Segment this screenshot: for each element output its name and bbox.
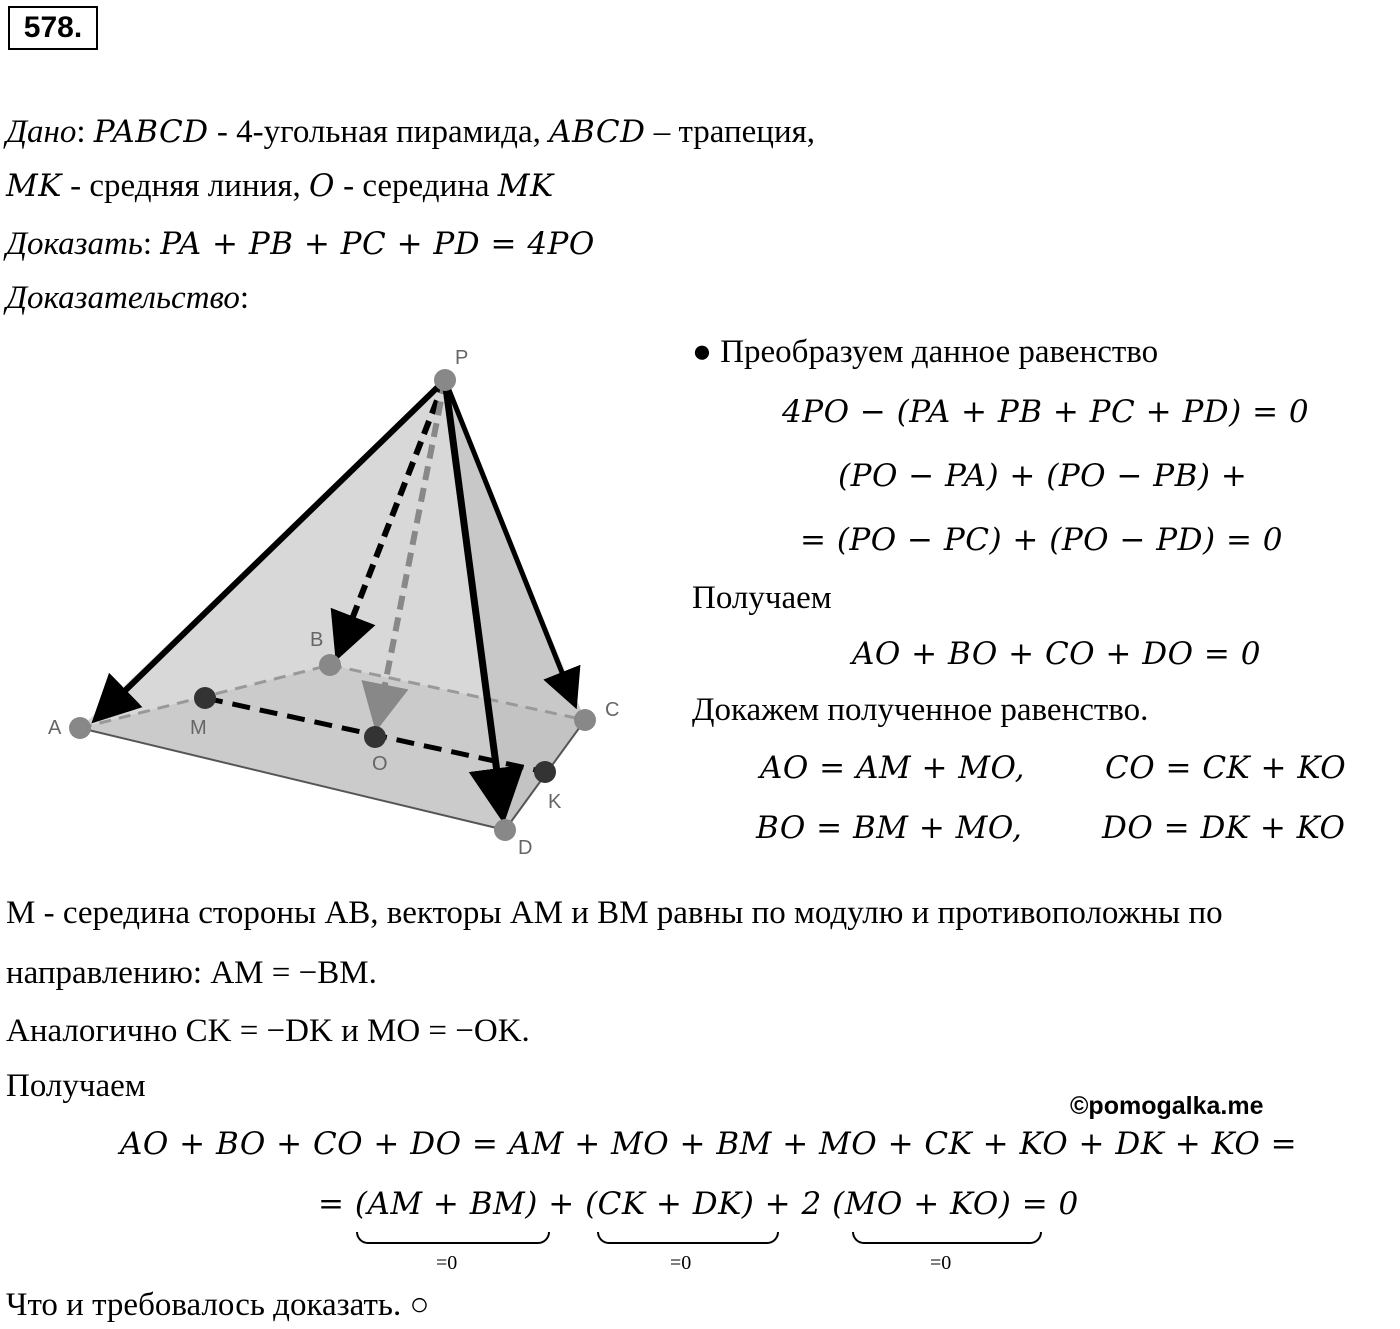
final-eq-start: = xyxy=(318,1186,355,1222)
under-label-2: =0 xyxy=(670,1252,692,1274)
label-c: C xyxy=(605,699,620,721)
given-text-2: – трапеция, xyxy=(645,114,816,150)
under-label-1: =0 xyxy=(436,1252,458,1274)
final-equation-1: AO + BO + CO + DO = AM + MO + BM + MO + CK + KO + DK + KO = xyxy=(120,1126,1298,1162)
transform-intro xyxy=(692,334,1158,371)
equation-2: (PO − PA) + (PO − PB) + xyxy=(838,458,1248,494)
equation-1: 4PO − (PA + PB + PC + PD) = 0 xyxy=(782,394,1310,430)
given-label: Дано xyxy=(6,114,77,150)
proof-label: Доказательство xyxy=(6,280,240,316)
underbrace-3 xyxy=(852,1232,1042,1244)
given-text-4: - середина xyxy=(334,168,498,204)
plus-1: + xyxy=(537,1186,586,1222)
point-o-name: O xyxy=(308,168,335,204)
given-text-3: - средняя линия, xyxy=(61,168,309,204)
body-line-2: направлению: AM = −BM. xyxy=(6,955,377,991)
conclusion: Что и требовалось доказать. ○ xyxy=(6,1287,430,1323)
final-equation-2 xyxy=(318,1186,1079,1222)
bullet-icon: ● xyxy=(692,334,712,370)
point-m xyxy=(194,687,216,709)
label-o: O xyxy=(372,753,388,775)
underbrace-1 xyxy=(356,1232,550,1244)
point-k xyxy=(534,761,556,783)
equation-6a: BO = BM + MO, xyxy=(756,810,1023,846)
final-eq-end: = 0 xyxy=(1011,1186,1079,1222)
plus-2: + 2 xyxy=(754,1186,833,1222)
body-line-1: M - середина стороны AB, векторы AM и BM равны по модулю и противоположны по xyxy=(6,895,1223,931)
trapezoid-name: ABCD xyxy=(549,114,646,150)
label-m: M xyxy=(190,717,207,739)
label-b: B xyxy=(310,629,324,651)
under-label-3: =0 xyxy=(930,1252,952,1274)
point-p xyxy=(434,369,456,391)
point-b xyxy=(319,654,341,676)
given-text-1: - 4-угольная пирамида, xyxy=(208,114,550,150)
group-mo-ko: (MO + KO) xyxy=(832,1186,1012,1222)
prove-label: Доказать xyxy=(6,226,143,262)
underbrace-2 xyxy=(597,1232,779,1244)
receive-text-1: Получаем xyxy=(692,580,832,616)
equation-6b: DO = DK + KO xyxy=(1102,810,1346,846)
pyramid-name: PABCD xyxy=(93,114,209,150)
label-p: P xyxy=(455,347,469,369)
prove-line: Доказать: PA + PB + PC + PD = 4PO xyxy=(6,226,595,262)
group-am-bm: (AM + BM) xyxy=(354,1186,538,1222)
intro-text: Преобразуем данное равенство xyxy=(720,334,1159,370)
label-k: K xyxy=(548,791,562,813)
problem-number: 578. xyxy=(8,6,98,50)
prove-equation: PA + PB + PC + PD = 4PO xyxy=(160,226,595,262)
given-line-1: Дано: PABCD - 4-угольная пирамида, ABCD – трапеция, xyxy=(6,114,816,150)
body-line-3: Аналогично CK = −DK и MO = −OK. xyxy=(6,1013,530,1049)
label-d: D xyxy=(518,837,533,859)
point-d xyxy=(494,819,516,841)
equation-3: = (PO − PC) + (PO − PD) = 0 xyxy=(800,522,1283,558)
equation-5b: CO = CK + KO xyxy=(1105,750,1347,786)
midline-name-2: MK xyxy=(497,168,554,204)
proof-line: Доказательство: xyxy=(6,280,250,316)
equation-4: AO + BO + CO + DO = 0 xyxy=(852,636,1261,672)
point-a xyxy=(69,717,91,739)
equation-5a: AO = AM + MO, xyxy=(760,750,1025,786)
point-o xyxy=(364,726,386,748)
point-c xyxy=(574,709,596,731)
watermark: ©pomogalka.me xyxy=(1070,1092,1264,1120)
prove-this-text: Докажем полученное равенство. xyxy=(692,692,1149,728)
midline-name: MK xyxy=(6,168,62,204)
label-a: A xyxy=(48,717,62,739)
body-line-4: Получаем xyxy=(6,1068,146,1104)
group-ck-dk: (CK + DK) xyxy=(585,1186,755,1222)
pyramid-figure xyxy=(40,340,640,860)
given-line-2 xyxy=(6,168,554,205)
